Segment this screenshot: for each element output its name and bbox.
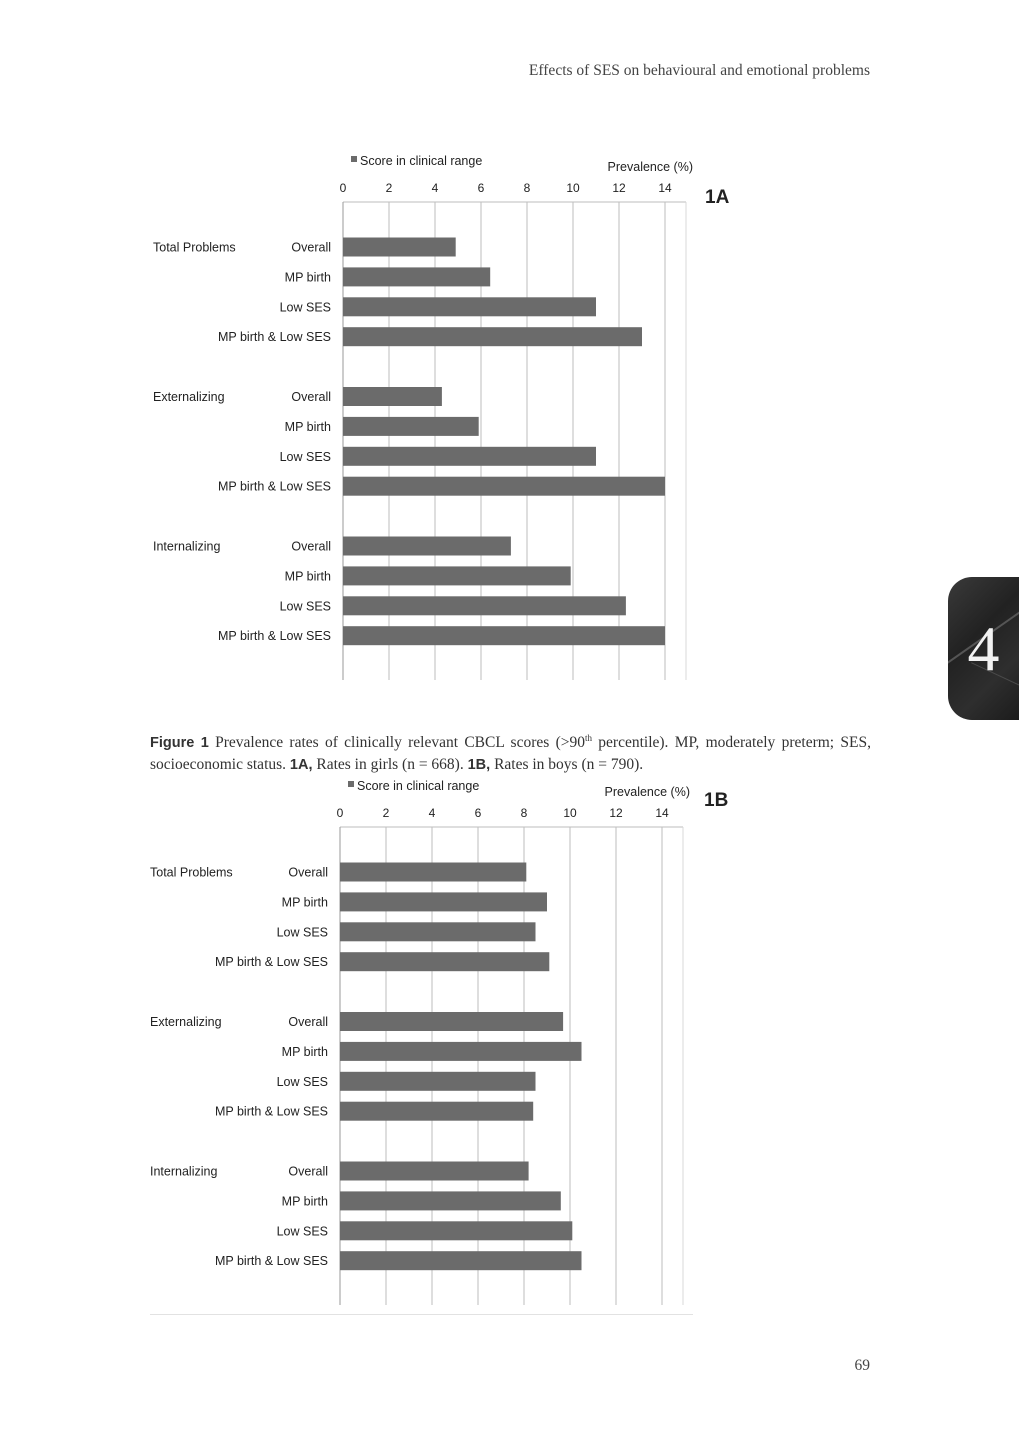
category-label: Overall [288,1015,328,1029]
category-label: MP birth & Low SES [214,1254,328,1269]
bar [343,327,642,346]
bar [340,952,549,971]
bar [340,1072,536,1091]
bar [343,596,626,615]
x-tick-label: 12 [609,806,623,820]
bar [340,892,547,911]
x-tick-label: 2 [382,806,390,820]
bar [343,477,665,496]
caption-label-1a: 1A, [289,757,313,774]
legend-swatch [348,781,354,787]
figure-caption [150,727,871,776]
running-header: Effects of SES on behavioural and emotional problems [528,62,870,79]
group-label: Internalizing [153,539,221,554]
legend-swatch [351,156,357,162]
caption-text-1b: Rates in boys (n = 790). [490,756,644,774]
category-label: MP birth & Low SES [217,479,331,494]
bar [340,863,526,882]
bar [343,238,456,257]
x-tick-label: 4 [431,181,439,195]
bar [340,1102,533,1121]
panel-label: 1B [704,790,729,811]
x-tick-label: 4 [428,806,436,820]
category-label: MP birth & Low SES [217,330,331,345]
group-label: Total Problems [150,865,233,880]
x-axis-title: Prevalence (%) [604,785,690,799]
bar [343,447,596,466]
bar [340,1012,563,1031]
category-label: Overall [291,240,331,255]
x-tick-label: 8 [520,806,528,820]
group-label: Total Problems [153,240,236,255]
x-tick-label: 14 [658,181,672,195]
chapter-number: 4 [967,613,1000,684]
bar [343,267,490,286]
category-label: MP birth & Low SES [217,629,331,644]
bar [343,566,571,585]
group-label: Externalizing [150,1015,222,1029]
category-label: Low SES [279,599,331,614]
category-label: MP birth & Low SES [214,955,328,970]
category-label: Low SES [276,1224,328,1239]
figure-divider [150,1314,693,1315]
chapter-tab [948,577,1019,720]
bar [340,1251,582,1270]
bar [340,1042,582,1061]
x-tick-label: 6 [474,806,482,820]
category-label: Overall [291,390,331,404]
x-tick-label: 10 [563,806,577,820]
panel-label: 1A [705,187,730,208]
caption-text-1: Prevalence rates of clinically relevant CBCL scores (>90 [208,734,585,752]
group-label: Externalizing [153,390,225,404]
bar [343,387,442,406]
category-label: Overall [288,1164,328,1179]
x-tick-label: 0 [339,181,347,195]
bar [343,297,596,316]
x-tick-label: 8 [523,181,531,195]
bar [340,1162,529,1181]
category-label: Low SES [279,449,331,464]
caption-label-1b: 1B, [467,757,491,774]
category-label: MP birth [281,1044,328,1059]
caption-label: Figure 1 [150,735,209,752]
page-number: 69 [854,1357,870,1374]
x-tick-label: 2 [385,181,393,195]
category-label: MP birth [284,270,331,285]
caption-superscript: th [584,733,592,743]
bar [343,537,511,556]
bar [340,922,536,941]
category-label: Low SES [276,1074,328,1089]
bar [340,1191,561,1210]
x-tick-label: 0 [336,806,344,820]
x-tick-label: 10 [566,181,580,195]
bar [340,1221,572,1240]
category-label: MP birth [281,895,328,910]
legend-label: Score in clinical range [357,779,480,793]
legend-label: Score in clinical range [360,154,483,168]
x-axis-title: Prevalence (%) [607,160,693,174]
category-label: MP birth [281,1194,328,1209]
category-label: MP birth & Low SES [214,1104,328,1119]
x-tick-label: 14 [655,806,669,820]
bar [343,626,665,645]
bar [343,417,479,436]
category-label: MP birth [284,419,331,434]
caption-text-2: percentile). MP, moderately preterm; SES, socioeconomic status. [150,734,871,774]
category-label: MP birth [284,569,331,584]
x-tick-label: 6 [477,181,485,195]
group-label: Internalizing [150,1164,218,1179]
category-label: Low SES [276,925,328,940]
category-label: Low SES [279,300,331,315]
caption-text-1a: Rates in girls (n = 668). [312,756,468,774]
x-tick-label: 12 [612,181,626,195]
category-label: Overall [291,539,331,554]
category-label: Overall [288,865,328,880]
